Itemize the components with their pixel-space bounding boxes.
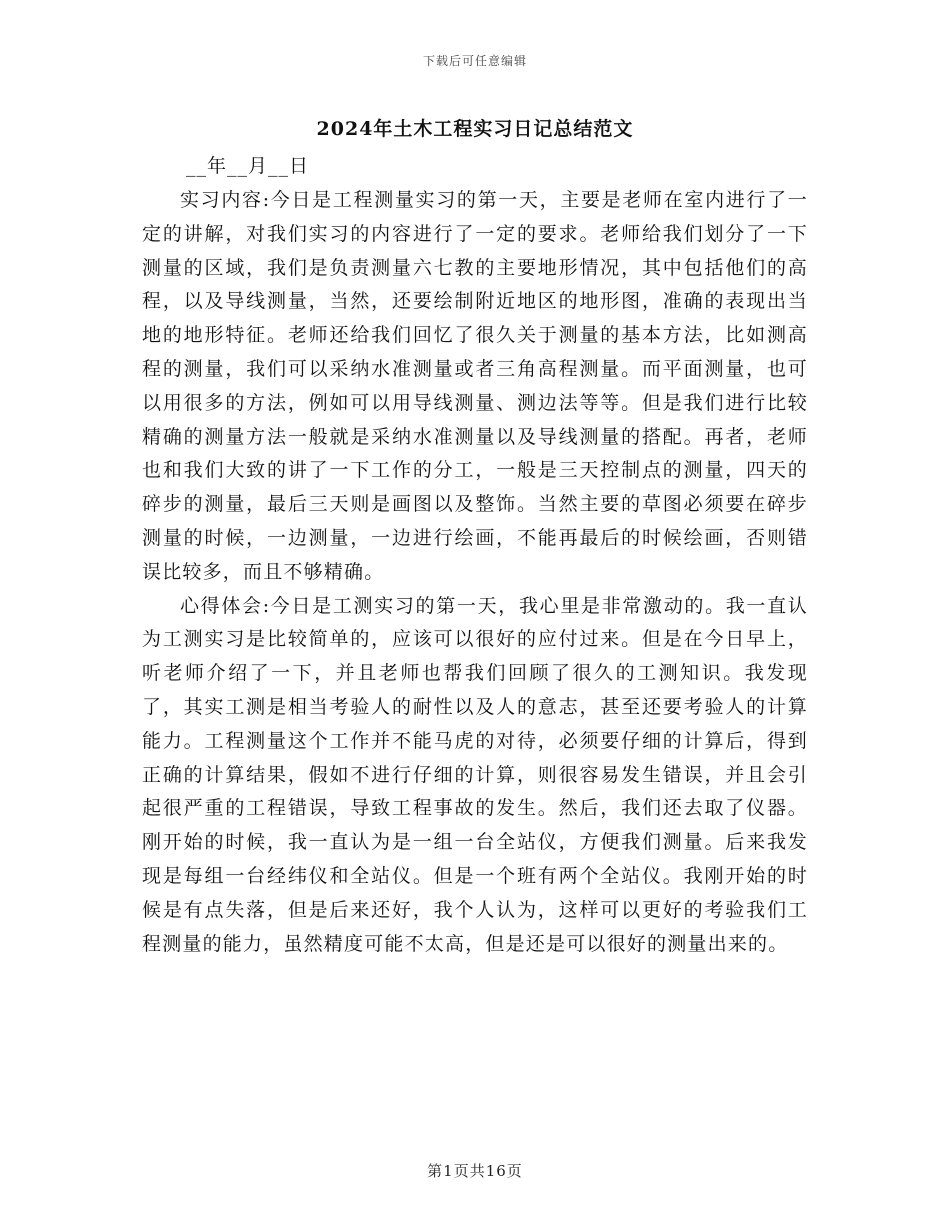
document-body (142, 184, 808, 961)
paragraph-reflection: 心得体会:今日是工测实习的第一天，我心里是非常激动的。我一直认为工测实习是比较简单的，应该可以很好的应付过来。但是在今日早上，听老师介绍了一下，并且老师也帮我们回顾了很久的工测知识。我发现了，其实工测是相当考验人的耐性以及人的意志，甚至还要考验人的计算能力。工程测量这个工作并不能马虎的对待，必须要仔细的计算后，得到正确的计算结果，假如不进行仔细的计算，则很容易发生错误，并且会引起很严重的工程错误，导致工程事故的发生。然后，我们还去取了仪器。刚开始的时候，我一直认为是一组一台全站仪，方便我们测量。后来我发现是每组一台经纬仪和全站仪。但是一个班有两个全站仪。我刚开始的时候是有点失落，但是后来还好，我个人认为，这样可以更好的考验我们工程测量的能力，虽然精度可能不太高，但是还是可以很好的测量出来的。 (142, 594, 808, 955)
paragraph-internship-content: 实习内容:今日是工程测量实习的第一天，主要是老师在室内进行了一定的讲解，对我们实习的内容进行了一定的要求。老师给我们划分了一下测量的区域，我们是负责测量六七教的主要地形情况，其中包括他们的高程，以及导线测量，当然，还要绘制附近地区的地形图，准确的表现出当地的地形特征。老师还给我们回忆了很久关于测量的基本方法，比如测高程的测量，我们可以采纳水准测量或者三角高程测量。而平面测量，也可以用很多的方法，例如可以用导线测量、测边法等等。但是我们进行比较精确的测量方法一般就是采纳水准测量以及导线测量的搭配。再者，老师也和我们大致的讲了一下工作的分工，一般是三天控制点的测量，四天的碎步的测量，最后三天则是画图以及整饰。当然主要的草图必须要在碎步测量的时候，一边测量，一边进行绘画，不能再最后的时候绘画，否则错误比较多，而且不够精确。 (142, 189, 808, 583)
document-title: 2024年土木工程实习日记总结范文 (316, 118, 634, 140)
date-line: __年__月__日 (186, 155, 310, 177)
page-indicator: 第1页共16页 (427, 1162, 523, 1180)
header-note: 下载后可任意编辑 (422, 54, 527, 68)
